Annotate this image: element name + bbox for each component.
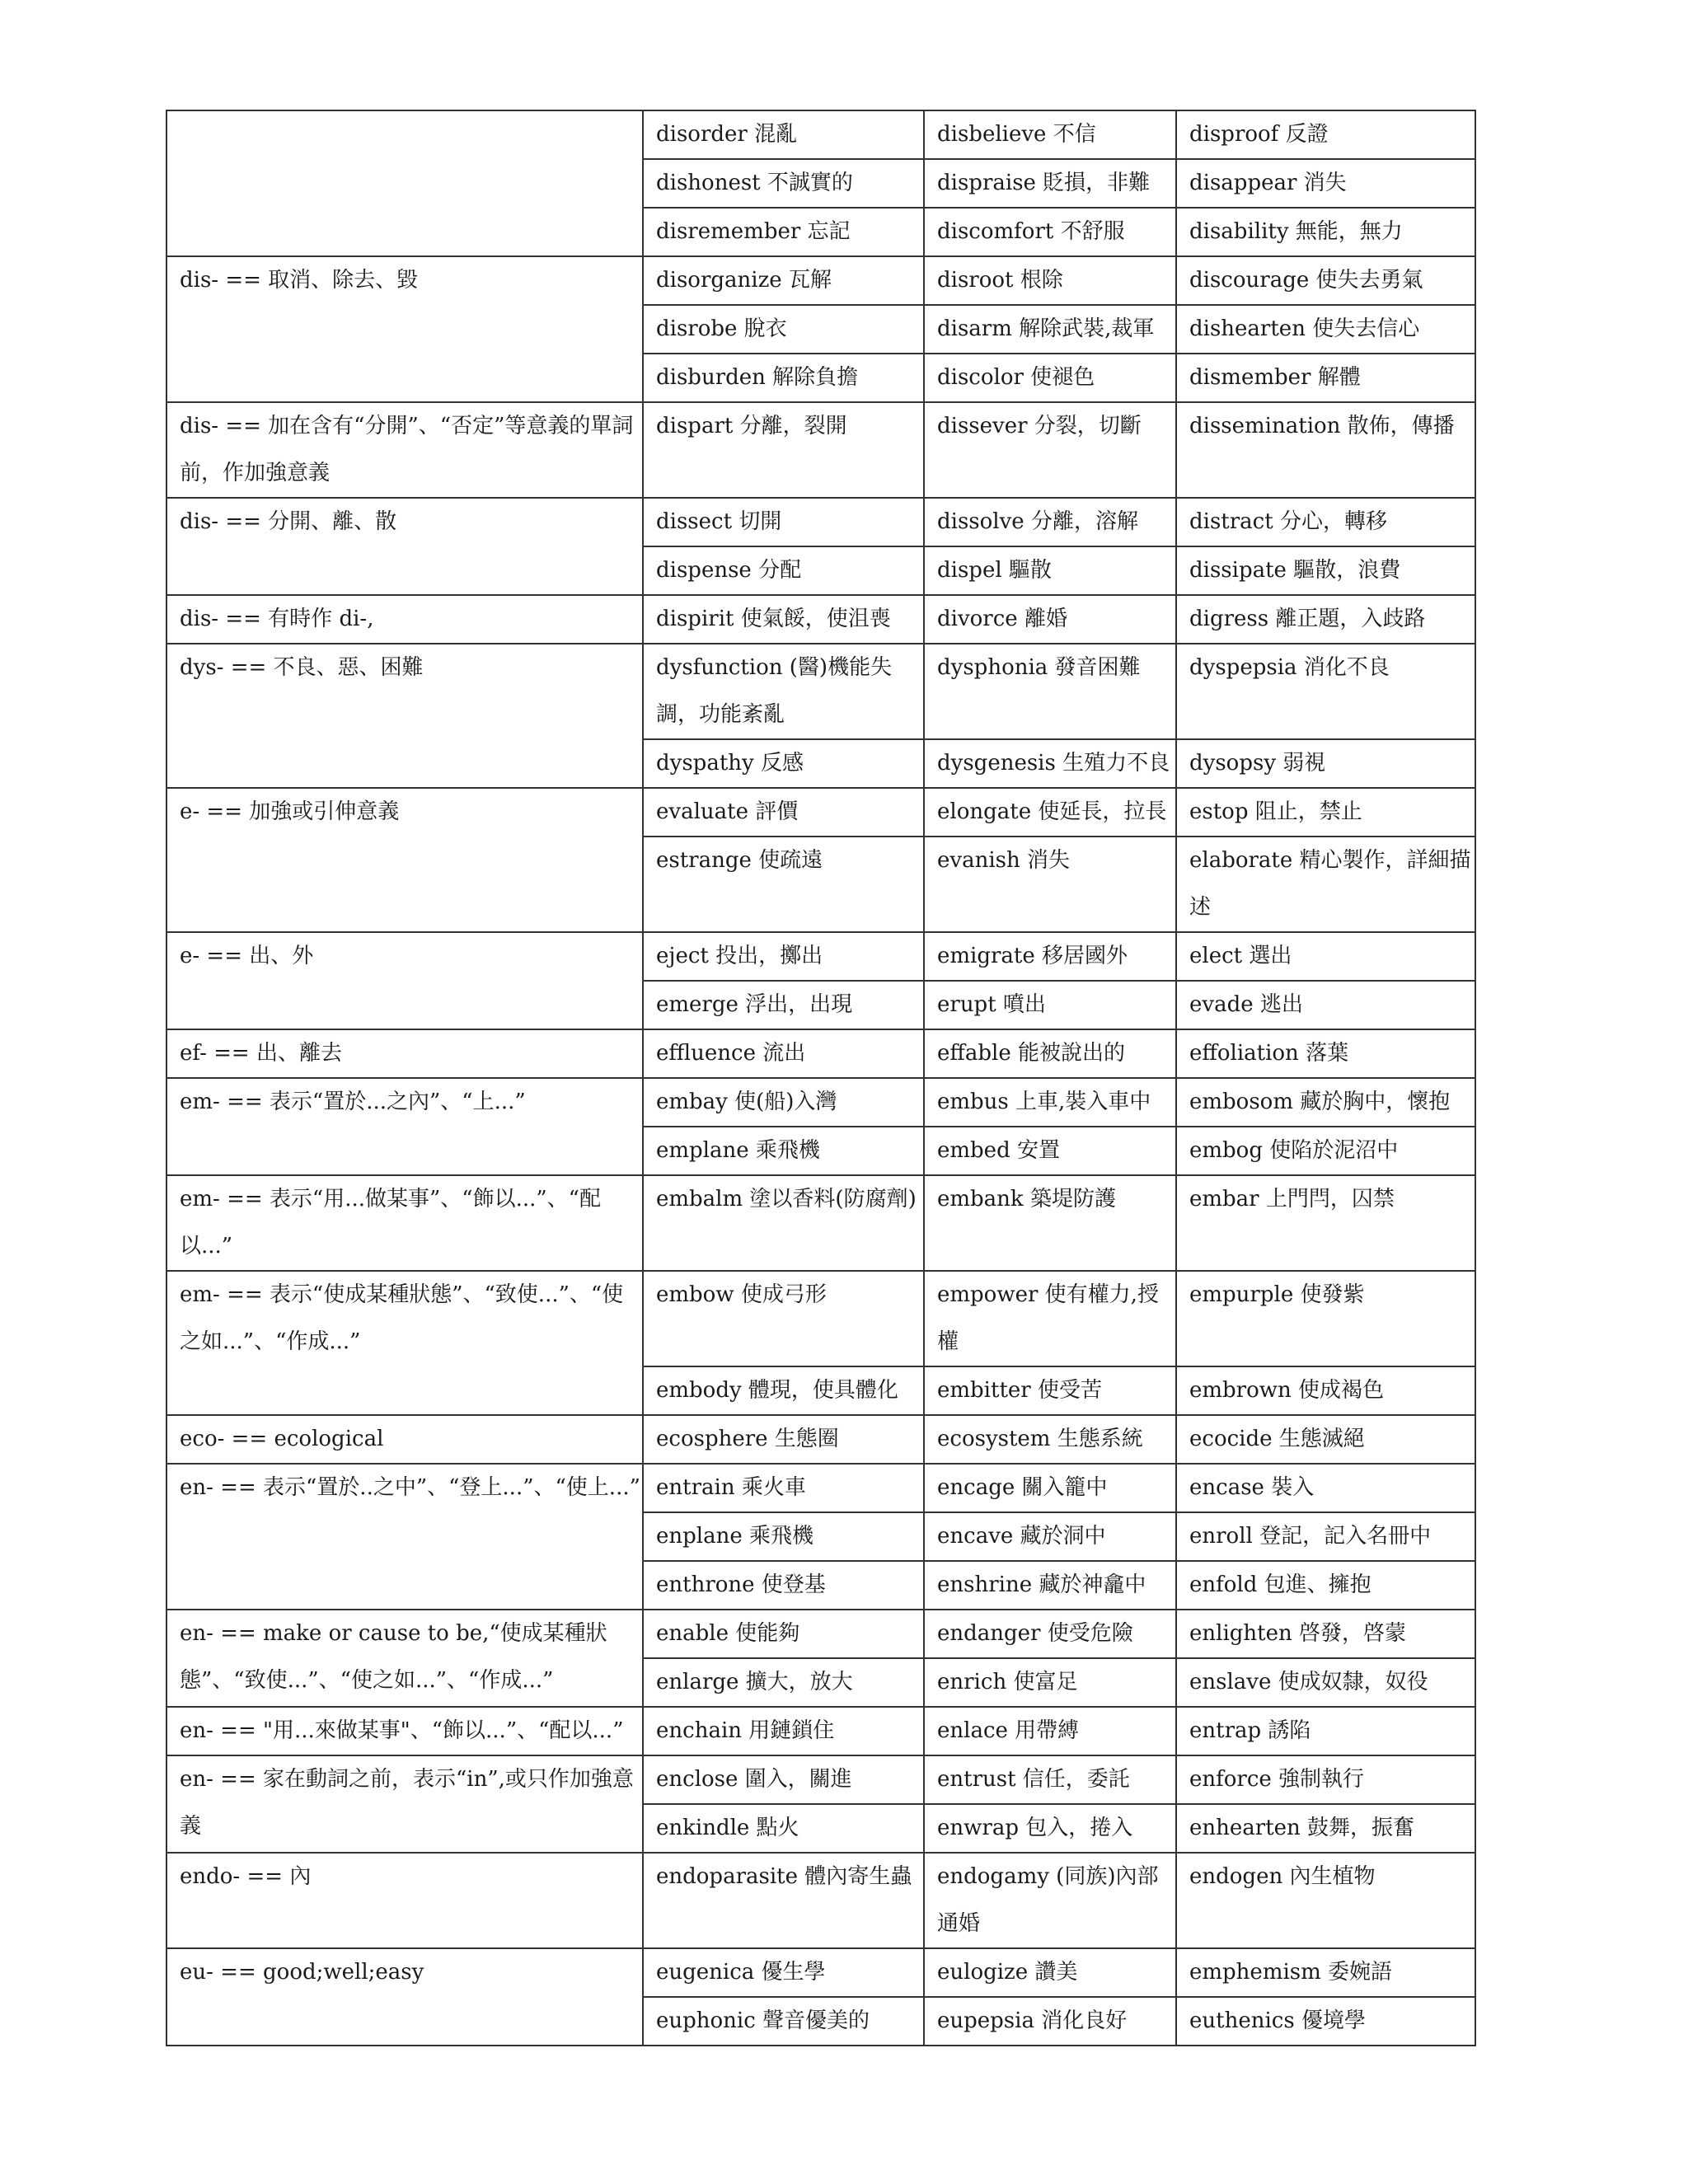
word-cell: enkindle 點火	[643, 1804, 924, 1853]
table-row	[166, 1755, 1475, 1804]
word-cell: eulogize 讚美	[924, 1948, 1176, 1997]
word-cell: effluence 流出	[643, 1029, 924, 1078]
prefix-cell	[166, 110, 643, 256]
word-cell: euthenics 優境學	[1176, 1997, 1475, 2046]
prefix-cell: en- == 家在動詞之前，表示“in”,或只作加強意義	[166, 1755, 643, 1853]
word-cell: empurple 使發紫	[1176, 1271, 1475, 1366]
word-cell: enlighten 啓發，啓蒙	[1176, 1610, 1475, 1658]
word-cell: enroll 登記，記入名冊中	[1176, 1512, 1475, 1561]
table-row	[166, 1610, 1475, 1658]
word-cell: dyspepsia 消化不良	[1176, 644, 1475, 739]
word-cell: enchain 用鏈鎖住	[643, 1707, 924, 1755]
word-cell: dissipate 驅散，浪費	[1176, 546, 1475, 595]
word-cell: entrain 乘火車	[643, 1464, 924, 1512]
prefix-cell: ef- == 出、離去	[166, 1029, 643, 1078]
prefix-cell: endo- == 內	[166, 1853, 643, 1948]
table-row	[166, 1078, 1475, 1127]
prefix-cell: en- == make or cause to be,“使成某種狀態”、“致使...”、“使之如...”、“作成...”	[166, 1610, 643, 1707]
word-cell: dysopsy 弱視	[1176, 739, 1475, 788]
word-cell: endogamy (同族)內部通婚	[924, 1853, 1176, 1948]
prefix-cell: dis- == 取消、除去、毀	[166, 256, 643, 402]
word-cell: enshrine 藏於神龕中	[924, 1561, 1176, 1610]
word-cell: encage 關入籠中	[924, 1464, 1176, 1512]
table-row	[166, 402, 1475, 498]
word-cell: disability 無能，無力	[1176, 208, 1475, 256]
word-cell: estop 阻止，禁止	[1176, 788, 1475, 837]
word-cell: disremember 忘記	[643, 208, 924, 256]
word-cell: embus 上車,裝入車中	[924, 1078, 1176, 1127]
word-cell: endanger 使受危險	[924, 1610, 1176, 1658]
prefix-cell: dis- == 分開、離、散	[166, 498, 643, 595]
word-cell: evanish 消失	[924, 837, 1176, 932]
word-cell: elaborate 精心製作，詳細描述	[1176, 837, 1475, 932]
word-cell: enwrap 包入，捲入	[924, 1804, 1176, 1853]
word-cell: dispel 驅散	[924, 546, 1176, 595]
word-cell: enthrone 使登基	[643, 1561, 924, 1610]
table-row	[166, 1271, 1475, 1366]
word-cell: embitter 使受苦	[924, 1366, 1176, 1415]
word-cell: disappear 消失	[1176, 159, 1475, 208]
word-cell: disarm 解除武裝,裁軍	[924, 305, 1176, 354]
word-cell: enslave 使成奴隸，奴役	[1176, 1658, 1475, 1707]
prefix-cell: dys- == 不良、惡、困難	[166, 644, 643, 788]
word-cell: divorce 離婚	[924, 595, 1176, 644]
word-cell: endoparasite 體內寄生蟲	[643, 1853, 924, 1948]
table-row	[166, 1029, 1475, 1078]
table-row	[166, 1464, 1475, 1512]
word-cell: encave 藏於洞中	[924, 1512, 1176, 1561]
word-cell: discolor 使褪色	[924, 354, 1176, 402]
word-cell: emerge 浮出，出現	[643, 981, 924, 1029]
word-cell: evade 逃出	[1176, 981, 1475, 1029]
word-cell: effable 能被說出的	[924, 1029, 1176, 1078]
word-cell: elongate 使延長，拉長	[924, 788, 1176, 837]
word-cell: dispart 分離，裂開	[643, 402, 924, 498]
word-cell: disburden 解除負擔	[643, 354, 924, 402]
prefix-cell: dis- == 有時作 di-,	[166, 595, 643, 644]
word-cell: disproof 反證	[1176, 110, 1475, 159]
word-cell: disbelieve 不信	[924, 110, 1176, 159]
prefix-cell: eco- == ecological	[166, 1415, 643, 1464]
prefix-cell: en- == 表示“置於..之中”、“登上...”、“使上...”	[166, 1464, 643, 1610]
table-row	[166, 1853, 1475, 1948]
prefix-cell: em- == 表示“用...做某事”、“飾以...”、“配以...”	[166, 1175, 643, 1271]
word-cell: erupt 噴出	[924, 981, 1176, 1029]
word-cell: embosom 藏於胸中，懷抱	[1176, 1078, 1475, 1127]
word-cell: dismember 解體	[1176, 354, 1475, 402]
word-cell: disorganize 瓦解	[643, 256, 924, 305]
table-row	[166, 788, 1475, 837]
word-cell: enfold 包進、擁抱	[1176, 1561, 1475, 1610]
word-cell: estrange 使疏遠	[643, 837, 924, 932]
word-cell: dissever 分裂，切斷	[924, 402, 1176, 498]
word-cell: disrobe 脫衣	[643, 305, 924, 354]
word-cell: enable 使能夠	[643, 1610, 924, 1658]
word-cell: dishearten 使失去信心	[1176, 305, 1475, 354]
word-cell: effoliation 落葉	[1176, 1029, 1475, 1078]
word-cell: embank 築堤防護	[924, 1175, 1176, 1271]
word-cell: dissemination 散佈，傳播	[1176, 402, 1475, 498]
word-cell: dysfunction (醫)機能失調，功能紊亂	[643, 644, 924, 739]
table-row	[166, 1175, 1475, 1271]
table-body	[166, 110, 1475, 2046]
prefix-cell: e- == 加強或引伸意義	[166, 788, 643, 932]
word-cell: dispirit 使氣餒，使沮喪	[643, 595, 924, 644]
word-cell: entrap 誘陷	[1176, 1707, 1475, 1755]
word-cell: enplane 乘飛機	[643, 1512, 924, 1561]
word-cell: eugenica 優生學	[643, 1948, 924, 1997]
word-cell: emphemism 委婉語	[1176, 1948, 1475, 1997]
table-row	[166, 110, 1475, 159]
word-cell: embalm 塗以香料(防腐劑)	[643, 1175, 924, 1271]
table-row	[166, 498, 1475, 546]
word-cell: eject 投出，擲出	[643, 932, 924, 981]
word-cell: endogen 內生植物	[1176, 1853, 1475, 1948]
word-cell: enclose 圍入，關進	[643, 1755, 924, 1804]
word-cell: discourage 使失去勇氣	[1176, 256, 1475, 305]
word-cell: embar 上門閂，囚禁	[1176, 1175, 1475, 1271]
word-cell: enlarge 擴大，放大	[643, 1658, 924, 1707]
word-cell: empower 使有權力,授權	[924, 1271, 1176, 1366]
word-cell: ecosphere 生態圈	[643, 1415, 924, 1464]
word-cell: dispraise 貶損，非難	[924, 159, 1176, 208]
word-cell: embed 安置	[924, 1127, 1176, 1175]
word-cell: enhearten 鼓舞，振奮	[1176, 1804, 1475, 1853]
table-row	[166, 1415, 1475, 1464]
table-row	[166, 595, 1475, 644]
word-cell: eupepsia 消化良好	[924, 1997, 1176, 2046]
word-cell: enlace 用帶縛	[924, 1707, 1176, 1755]
word-cell: dysgenesis 生殖力不良	[924, 739, 1176, 788]
table-row	[166, 256, 1475, 305]
word-cell: embog 使陷於泥沼中	[1176, 1127, 1475, 1175]
word-cell: evaluate 評價	[643, 788, 924, 837]
word-cell: dissect 切開	[643, 498, 924, 546]
prefix-cell: em- == 表示“置於...之內”、“上...”	[166, 1078, 643, 1175]
word-cell: disroot 根除	[924, 256, 1176, 305]
prefix-cell: em- == 表示“使成某種狀態”、“致使...”、“使之如...”、“作成...”	[166, 1271, 643, 1415]
word-cell: digress 離正題，入歧路	[1176, 595, 1475, 644]
word-cell: dissolve 分離，溶解	[924, 498, 1176, 546]
word-cell: embay 使(船)入灣	[643, 1078, 924, 1127]
word-cell: enforce 強制執行	[1176, 1755, 1475, 1804]
word-cell: emigrate 移居國外	[924, 932, 1176, 981]
word-cell: euphonic 聲音優美的	[643, 1997, 924, 2046]
word-cell: dishonest 不誠實的	[643, 159, 924, 208]
table-row	[166, 1948, 1475, 1997]
table-row	[166, 644, 1475, 739]
prefix-cell: e- == 出、外	[166, 932, 643, 1029]
table-row	[166, 932, 1475, 981]
word-cell: dyspathy 反感	[643, 739, 924, 788]
prefix-cell: en- == "用...來做某事"、“飾以...”、“配以...”	[166, 1707, 643, 1755]
word-cell: embrown 使成褐色	[1176, 1366, 1475, 1415]
prefix-cell: eu- == good;well;easy	[166, 1948, 643, 2046]
word-cell: discomfort 不舒服	[924, 208, 1176, 256]
word-cell: emplane 乘飛機	[643, 1127, 924, 1175]
word-cell: ecosystem 生態系統	[924, 1415, 1176, 1464]
word-cell: embody 體現，使具體化	[643, 1366, 924, 1415]
word-cell: disorder 混亂	[643, 110, 924, 159]
word-cell: elect 選出	[1176, 932, 1475, 981]
word-cell: dispense 分配	[643, 546, 924, 595]
word-cell: embow 使成弓形	[643, 1271, 924, 1366]
word-cell: distract 分心，轉移	[1176, 498, 1475, 546]
word-cell: ecocide 生態滅絕	[1176, 1415, 1475, 1464]
prefix-cell: dis- == 加在含有“分開”、“否定”等意義的單詞前，作加強意義	[166, 402, 643, 498]
word-cell: entrust 信任，委託	[924, 1755, 1176, 1804]
word-cell: enrich 使富足	[924, 1658, 1176, 1707]
word-cell: dysphonia 發音困難	[924, 644, 1176, 739]
table-row	[166, 1707, 1475, 1755]
word-cell: encase 裝入	[1176, 1464, 1475, 1512]
prefix-vocabulary-table	[166, 110, 1476, 2046]
